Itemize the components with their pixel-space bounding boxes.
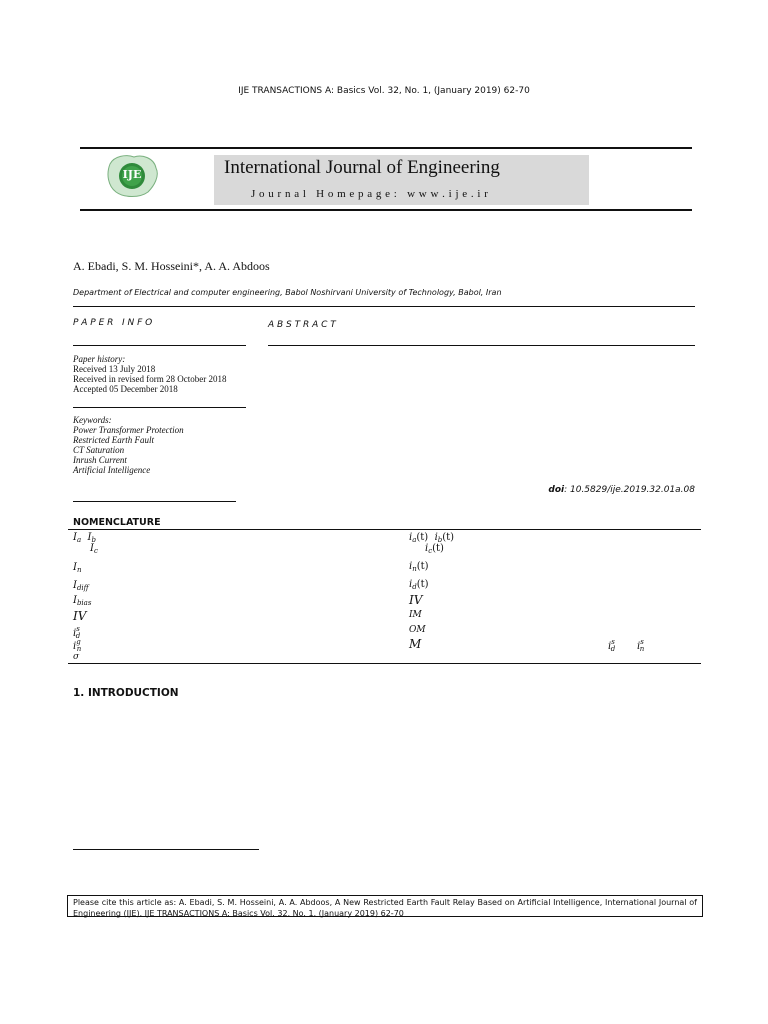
- footnote-rule: [73, 849, 259, 850]
- header-separator: [73, 306, 695, 307]
- abstract-heading: A B S T R A C T: [268, 320, 336, 330]
- journal-homepage: J o u r n a l H o m e p a g e : w w w . i j e . i r: [251, 188, 489, 200]
- paper-info-heading: P A P E R I N F O: [73, 318, 153, 328]
- received-date: Received 13 July 2018: [73, 364, 156, 374]
- symbol-m: M: [409, 637, 422, 651]
- authors: A. Ebadi, S. M. Hosseini*, A. A. Abdoos: [73, 259, 270, 273]
- symbol-ia-ib: $I_a$ $I_b$: [73, 532, 96, 544]
- affiliation: Department of Electrical and computer engineering, Babol Noshirvani University of Technology, Babol, Iran: [73, 288, 502, 297]
- banner-top-rule: [80, 147, 692, 149]
- banner-bottom-rule: [80, 209, 692, 211]
- symbol-idiff: $I_{diff}$: [73, 580, 89, 592]
- symbol-ids: $i^s_d$: [73, 625, 81, 640]
- revised-date: Received in revised form 28 October 2018: [73, 374, 227, 384]
- symbol-ic: $I_c$: [90, 543, 98, 555]
- journal-title-box: [214, 155, 589, 205]
- doi-value: : 10.5829/ije.2019.32.01a.08: [564, 485, 695, 495]
- accepted-date: Accepted 05 December 2018: [73, 384, 178, 394]
- nomenclature-top-rule: [68, 529, 701, 530]
- keyword-item: Artificial Intelligence: [73, 465, 151, 475]
- keywords-label: Keywords:: [73, 415, 112, 425]
- keyword-item: Restricted Earth Fault: [73, 435, 154, 445]
- symbol-iv-right: IV: [409, 593, 423, 607]
- symbol-om: OM: [409, 625, 426, 635]
- paper-info-rule: [73, 345, 246, 346]
- running-header: IJE TRANSACTIONS A: Basics Vol. 32, No. 1, (January 2019) 62-70: [238, 86, 530, 96]
- symbol-im: IM: [409, 610, 422, 620]
- symbol-in-t: $i_n(t)$: [409, 561, 429, 573]
- symbol-ibias: $I_{bias}$: [73, 595, 92, 607]
- citation-box: [67, 895, 703, 917]
- nomenclature-heading: NOMENCLATURE: [73, 517, 161, 528]
- history-rule: [73, 407, 246, 408]
- symbol-id-t: $i_d(t)$: [409, 579, 429, 591]
- journal-title: International Journal of Engineering: [224, 157, 500, 178]
- doi-label: doi: [548, 485, 565, 495]
- symbol-ids-right: $i^s_d$: [608, 638, 616, 653]
- info-bottom-rule: [73, 501, 236, 502]
- symbol-iv: IV: [73, 609, 87, 623]
- abstract-rule: [268, 345, 695, 346]
- introduction-heading: 1. INTRODUCTION: [73, 687, 179, 699]
- keyword-item: Power Transformer Protection: [73, 425, 184, 435]
- symbol-ic-t: $i_c(t)$: [425, 543, 444, 555]
- symbol-ia-ib-t: $i_a(t)$ $i_b(t)$: [409, 532, 455, 544]
- logo-text: IJE: [122, 168, 142, 181]
- symbol-sigma: σ: [73, 652, 80, 662]
- citation-text: Please cite this article as: A. Ebadi, S. M. Hosseini, A. A. Abdoos, A New Restricted Earth Fault Relay Based on Artificial Intelligence, International Journal of Engineering (IJE), IJE TRANSACTIONS A: Basics Vol. 32, No. 1, (January 2019) 62-70: [73, 898, 697, 918]
- paper-history-label: Paper history:: [73, 354, 126, 364]
- journal-logo: [104, 152, 160, 200]
- doi: [540, 485, 695, 495]
- keyword-item: Inrush Current: [73, 455, 127, 465]
- symbol-ins-right: $i^s_n$: [637, 638, 645, 653]
- nomenclature-bottom-rule: [68, 663, 701, 664]
- keyword-item: CT Saturation: [73, 445, 125, 455]
- symbol-ing: $i^g_n$: [73, 638, 82, 653]
- symbol-in: $I_n$: [73, 562, 82, 574]
